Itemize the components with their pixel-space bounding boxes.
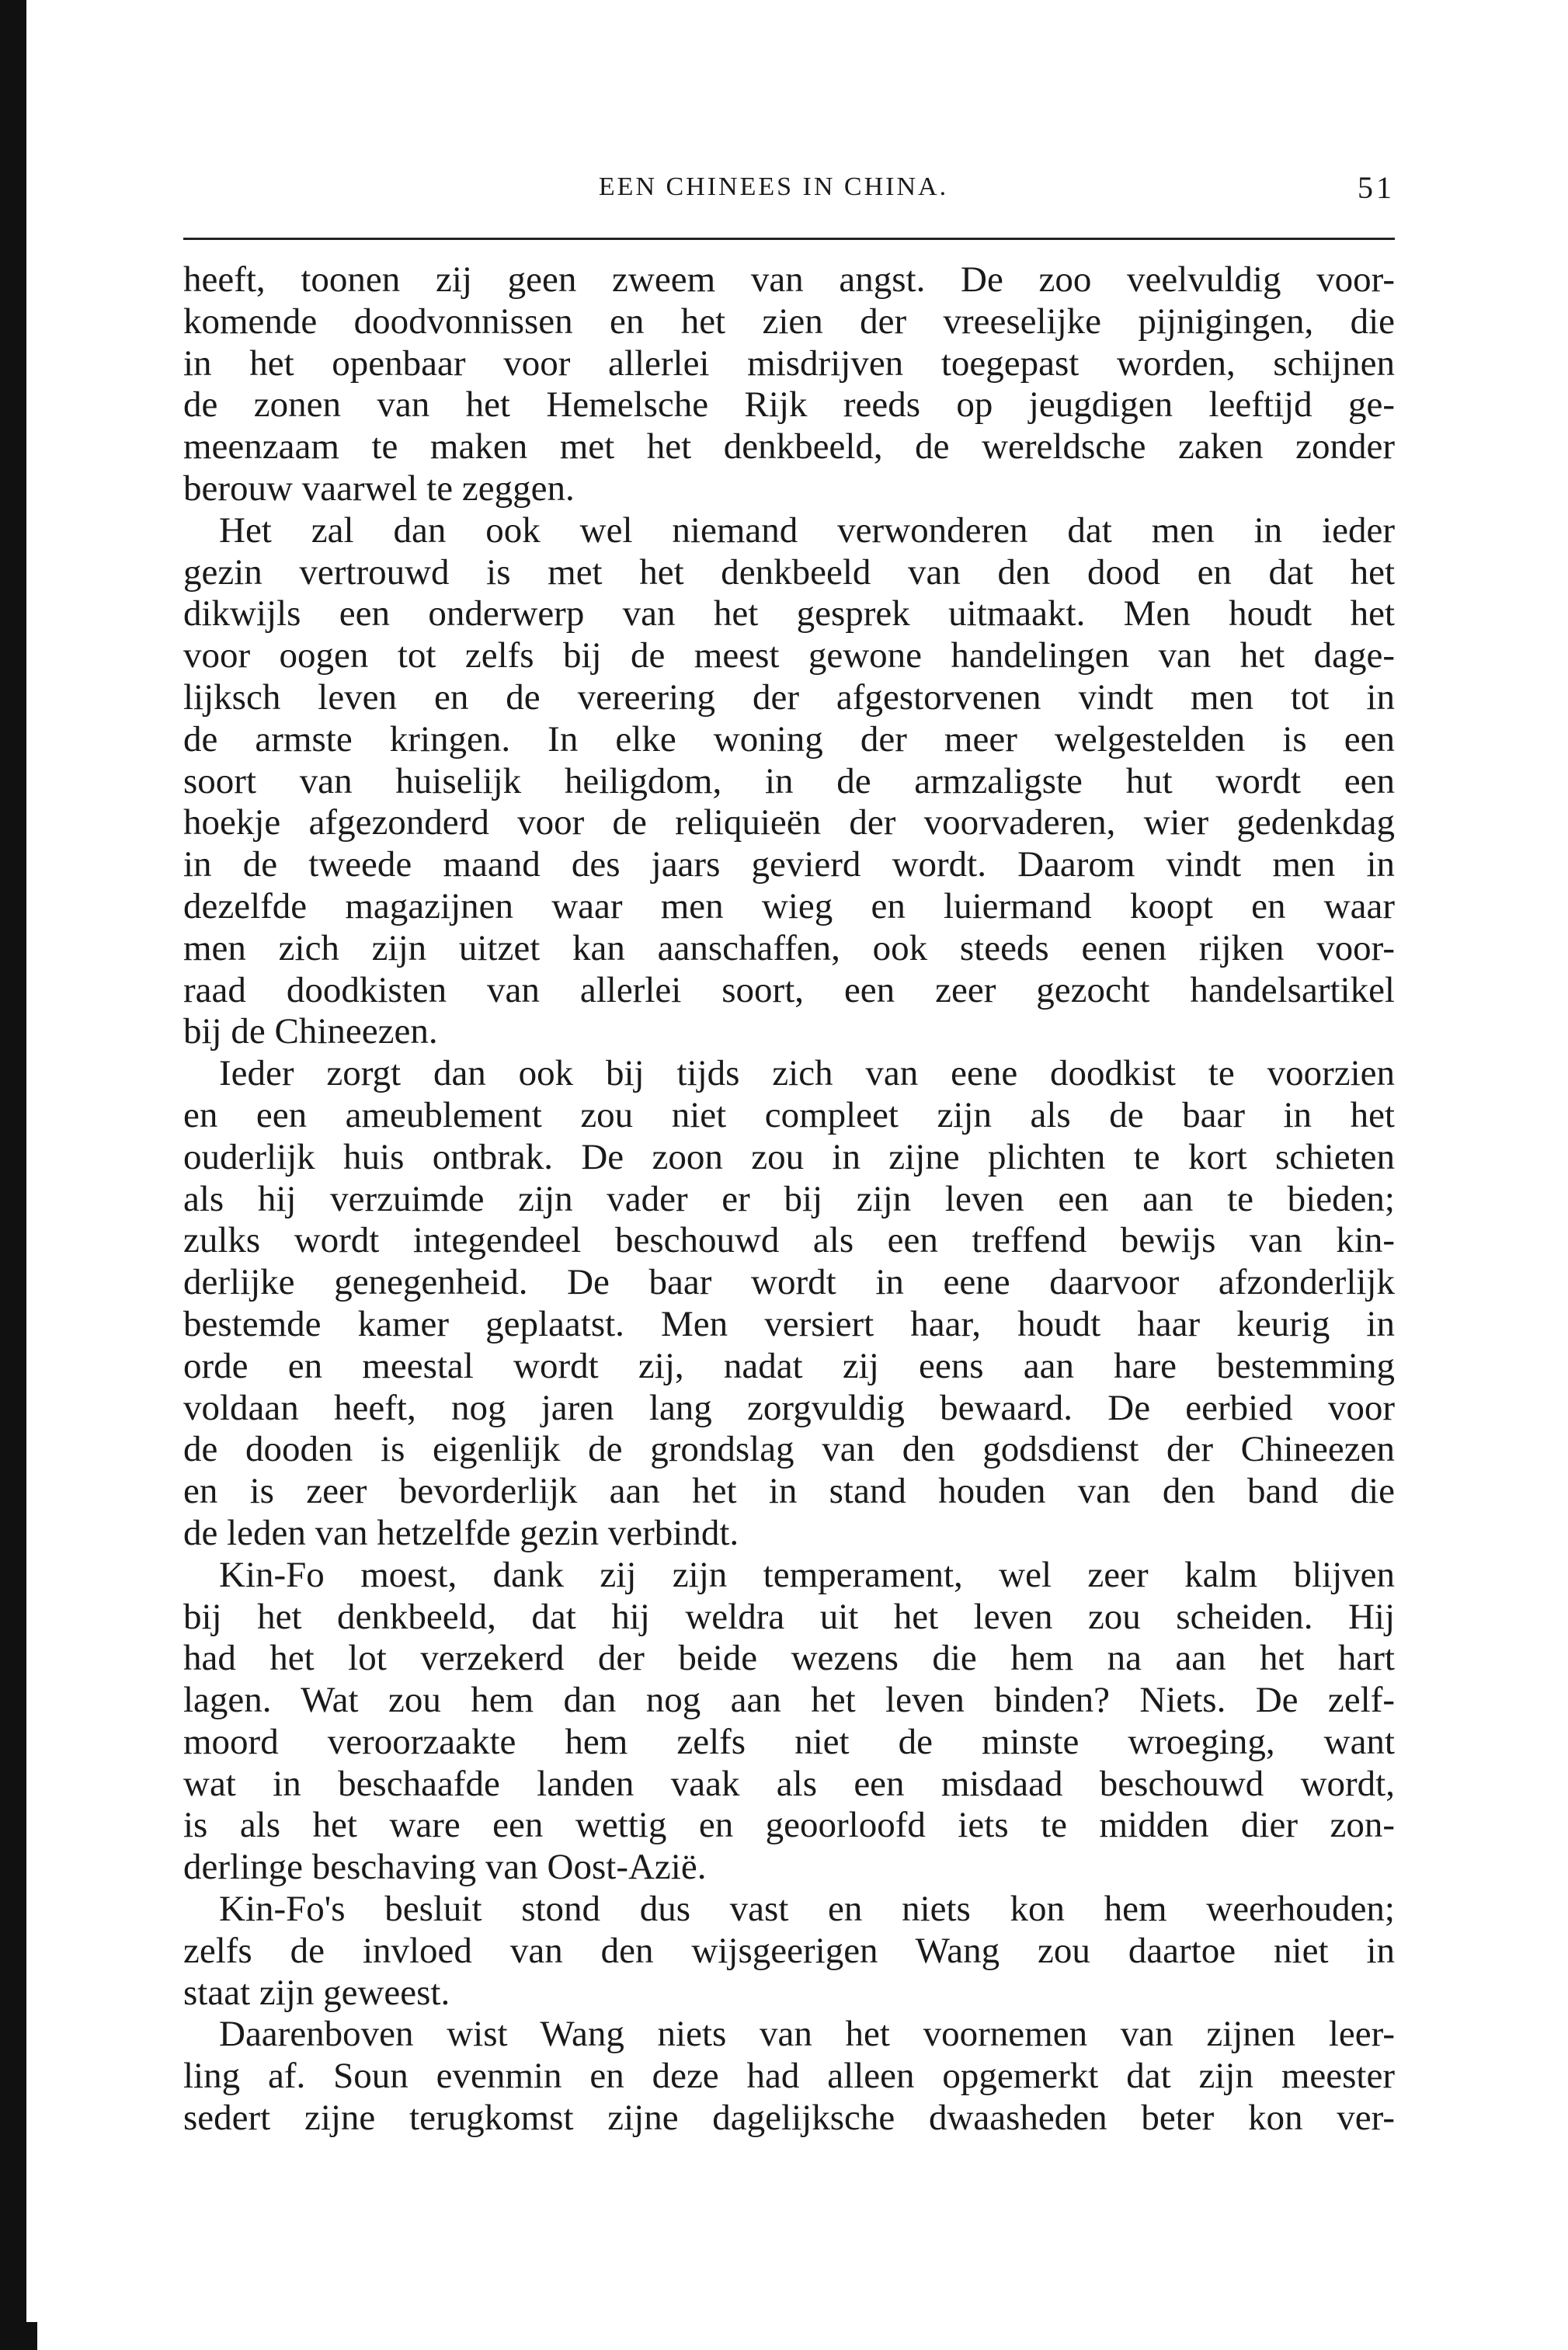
text-line: is als het ware een wettig en geoorloofd iets te midden dier zon- [183,1805,1395,1846]
text-line: had het lot verzekerd der beide wezens die hem na aan het hart [183,1638,1395,1679]
text-line: en is zeer bevorderlijk aan het in stand houden van den band die [183,1471,1395,1512]
text-line: zulks wordt integendeel beschouwd als een treffend bewijs van kin- [183,1220,1395,1261]
text-line: moord veroorzaakte hem zelfs niet de minste wroeging, want [183,1721,1395,1762]
text-line: hoekje afgezonderd voor de reliquieën der voorvaderen, wier gedenkdag [183,802,1395,843]
text-line: lagen. Wat zou hem dan nog aan het leven binden? Niets. De zelf- [183,1680,1395,1721]
text-line: voldaan heeft, nog jaren lang zorgvuldig bewaard. De eerbied voor [183,1387,1395,1428]
text-line: als hij verzuimde zijn vader er bij zijn leven een aan te bieden; [183,1178,1395,1219]
text-line: in het openbaar voor allerlei misdrijven toegepast worden, schijnen [183,342,1395,384]
text-line: Kin-Fo's besluit stond dus vast en niets kon hem weerhouden; [219,1889,1395,1930]
text-line: Ieder zorgt dan ook bij tijds zich van eene doodkist te voorzien [219,1053,1395,1094]
text-line: de leden van hetzelfde gezin verbindt. [183,1512,739,1553]
text-line: bij het denkbeeld, dat hij weldra uit het leven zou scheiden. Hij [183,1596,1395,1637]
text-line: derlinge beschaving van Oost-Azië. [183,1847,707,1888]
text-line: dezelfde magazijnen waar men wieg en luiermand koopt en waar [183,885,1395,926]
text-line: lijksch leven en de vereering der afgestorvenen vindt men tot in [183,676,1395,718]
text-line: gezin vertrouwd is met het denkbeeld van den dood en dat het [183,551,1395,593]
text-line: bij de Chineezen. [183,1011,438,1052]
text-line: raad doodkisten van allerlei soort, een zeer gezocht handelsartikel [183,969,1395,1010]
text-line: zelfs de invloed van den wijsgeerigen Wang zou daartoe niet in [183,1930,1395,1971]
text-line: Daarenboven wist Wang niets van het voornemen van zijnen leer- [219,2014,1395,2055]
page-number: 51 [1358,170,1395,205]
text-line: derlijke genegenheid. De baar wordt in eene daarvoor afzonderlijk [183,1262,1395,1303]
text-line: de zonen van het Hemelsche Rijk reeds op jeugdigen leeftijd ge- [183,384,1395,426]
text-line: sedert zijne terugkomst zijne dagelijksche dwaasheden beter kon ver- [183,2098,1395,2139]
text-line: bestemde kamer geplaatst. Men versiert haar, houdt haar keurig in [183,1303,1395,1344]
text-line: berouw vaarwel te zeggen. [183,468,575,509]
text-line: de armste kringen. In elke woning der meer welgestelden is een [183,718,1395,760]
text-line: ouderlijk huis ontbrak. De zoon zou in zijne plichten te kort schieten [183,1136,1395,1177]
scan-binding-edge [0,0,26,2350]
text-line: de dooden is eigenlijk de grondslag van den godsdienst der Chineezen [183,1429,1395,1470]
text-line: in de tweede maand des jaars gevierd wordt. Daarom vindt men in [183,844,1395,885]
header-rule [183,238,1395,240]
running-title: EEN CHINEES IN CHINA. [598,172,949,201]
text-line: soort van huiselijk heiligdom, in de armzaligste hut wordt een [183,760,1395,801]
scan-binding-corner [26,2322,37,2350]
text-line: wat in beschaafde landen vaak als een misdaad beschouwd wordt, [183,1763,1395,1804]
text-line: meenzaam te maken met het denkbeeld, de wereldsche zaken zonder [183,426,1395,468]
text-line: orde en meestal wordt zij, nadat zij eens aan hare bestemming [183,1345,1395,1386]
text-line: voor oogen tot zelfs bij de meest gewone handelingen van het dage- [183,635,1395,676]
text-line: heeft, toonen zij geen zweem van angst. De zoo veelvuldig voor- [183,259,1395,300]
running-header [183,169,1395,216]
text-line: en een ameublement zou niet compleet zijn als de baar in het [183,1094,1395,1135]
text-line: Kin-Fo moest, dank zij zijn temperament, wel zeer kalm blijven [219,1554,1395,1595]
text-line: staat zijn geweest. [183,1972,450,2013]
text-line: ling af. Soun evenmin en deze had alleen opgemerkt dat zijn meester [183,2056,1395,2097]
body-text [183,259,1395,2140]
text-line: men zich zijn uitzet kan aanschaffen, ook steeds eenen rijken voor- [183,927,1395,968]
text-line: Het zal dan ook wel niemand verwonderen dat men in ieder [219,509,1395,551]
text-line: komende doodvonnissen en het zien der vreeselijke pijnigingen, die [183,301,1395,342]
text-line: dikwijls een onderwerp van het gesprek uitmaakt. Men houdt het [183,593,1395,634]
